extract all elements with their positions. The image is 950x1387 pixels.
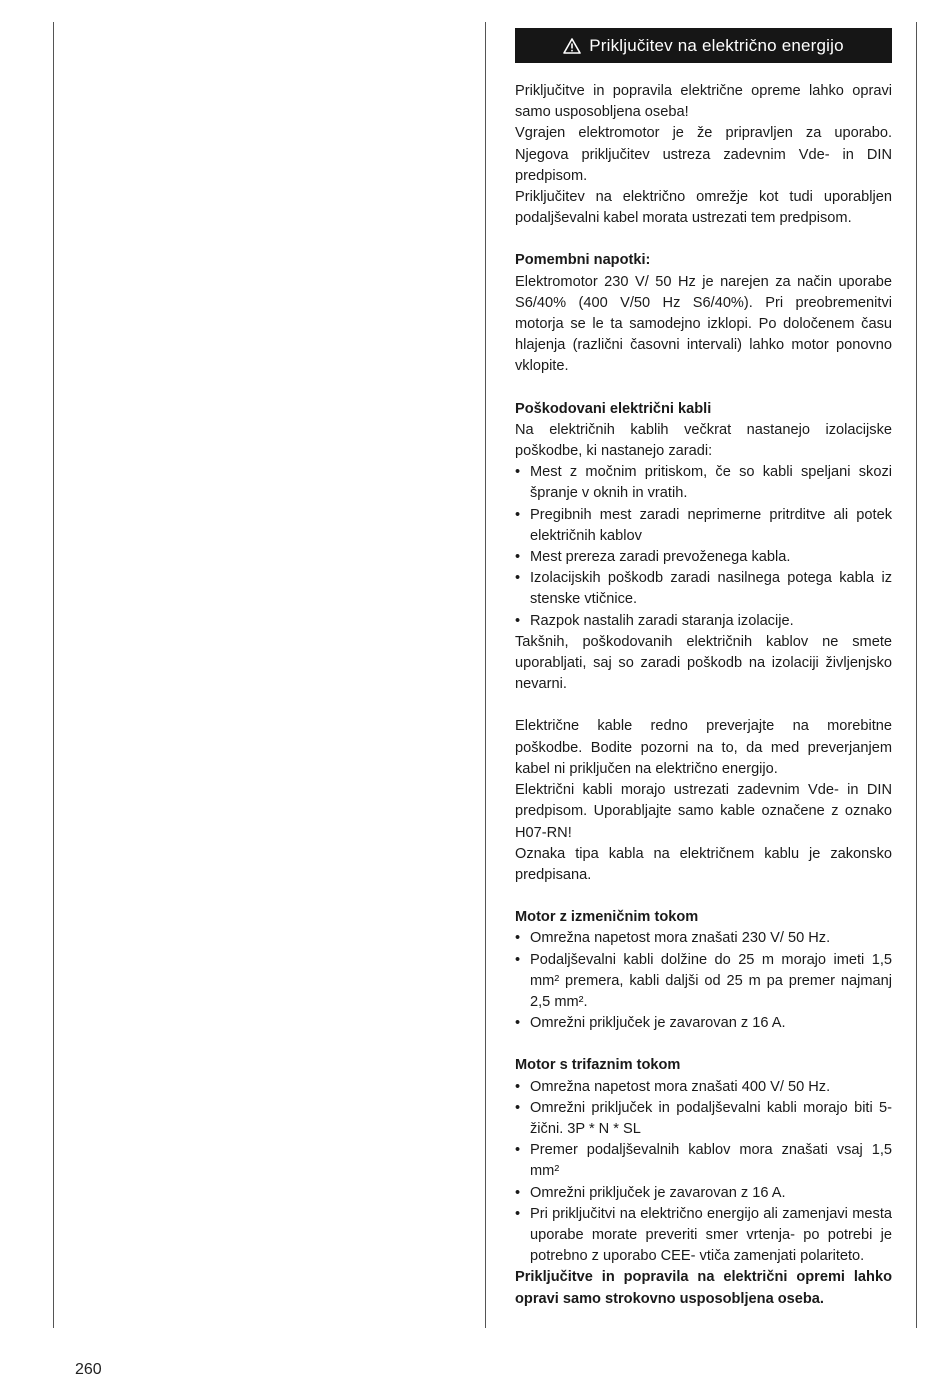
list-item: • Omrežni priključek je zavarovan z 16 A. <box>515 1013 892 1034</box>
list-item: • Omrežni priključek je zavarovan z 16 A. <box>515 1183 892 1204</box>
three-phase-motor-block <box>515 1055 892 1309</box>
damaged-cables-warning: Takšnih, poškodovanih električnih kablov ne smete uporabljati, saj so zaradi poškodb na izolaciji življenjsko nevarni. <box>515 633 892 693</box>
list-item: • Pregibnih mest zaradi neprimerne pritrditve ali potek električnih kablov <box>515 505 892 547</box>
cable-check-block <box>515 716 892 886</box>
damaged-cables-intro: Na električnih kablih večkrat nastanejo izolacijske poškodbe, ki nastanejo zaradi: <box>515 421 892 460</box>
section-header-bar <box>515 28 892 63</box>
list-item: • Omrežna napetost mora znašati 400 V/ 50 Hz. <box>515 1077 892 1098</box>
three-phase-list <box>515 1077 892 1268</box>
left-margin-rule <box>53 22 54 1328</box>
ac-motor-heading: Motor z izmeničnim tokom <box>515 909 699 926</box>
final-safety-note: Priključitve in popravila na električni opremi lahko opravi samo strokovno usposobljena oseba. <box>515 1269 892 1307</box>
right-margin-rule <box>916 22 917 1328</box>
list-item: • Mest prereza zaradi prevoženega kabla. <box>515 547 892 568</box>
three-phase-heading: Motor s trifaznim tokom <box>515 1057 681 1074</box>
check-paragraph: Električne kable redno preverjajte na morebitne poškodbe. Bodite pozorni na to, da med preverjanjem kabel ni priključen na električno energijo. <box>515 718 892 777</box>
important-notes-text: Elektromotor 230 V/ 50 Hz je narejen za način uporabe S6/40% (400 V/50 Hz S6/40%). Pri preobremenitvi motorja se le ta samodejno izklopi. Po določenem času hlajenja (različni časovni intervali) lahko motor ponovno vklopite. <box>515 273 892 375</box>
page-number: 260 <box>75 1361 102 1378</box>
list-item: • Izolacijskih poškodb zaradi nasilnega potega kabla iz stenske vtičnice. <box>515 568 892 610</box>
center-column-rule <box>485 22 486 1328</box>
list-item: • Pri priključitvi na električno energijo ali zamenjavi mesta uporabe morate preveriti smer vrtenja- po potrebi je potrebno z uporabo CEE- vtiča zamenjati polariteto. <box>515 1204 892 1268</box>
ac-motor-list <box>515 928 892 1034</box>
list-item: • Razpok nastalih zaradi staranja izolacije. <box>515 611 892 632</box>
list-item: • Mest z močnim pritiskom, če so kabli speljani skozi špranje v oknih in vratih. <box>515 462 892 504</box>
list-item: • Omrežna napetost mora znašati 230 V/ 50 Hz. <box>515 928 892 949</box>
list-item: • Podaljševalni kabli dolžine do 25 m morajo imeti 1,5 mm² premera, kabli daljši od 25 m pa premer najmanj 2,5 mm². <box>515 950 892 1014</box>
list-item: • Premer podaljševalnih kablov mora znašati vsaj 1,5 mm² <box>515 1140 892 1182</box>
damaged-cables-heading: Poškodovani električni kabli <box>515 400 712 417</box>
damaged-cables-block <box>515 399 892 696</box>
intro-block <box>515 81 892 229</box>
intro-paragraph: Vgrajen elektromotor je že pripravljen za uporabo. Njegova priključitev ustreza zadevnim Vde- in DIN predpisom. <box>515 125 892 184</box>
ac-motor-block <box>515 907 892 1034</box>
right-text-column <box>515 28 892 1331</box>
damaged-causes-list <box>515 462 892 632</box>
important-notes-heading: Pomembni napotki: <box>515 252 651 269</box>
section-title: Priključitev na električno energijo <box>589 35 844 55</box>
intro-paragraph: Priključitev na električno omrežje kot tudi uporabljen podaljševalni kabel morata ustrezati tem predpisom. <box>515 189 892 227</box>
warning-triangle-icon <box>563 38 581 54</box>
check-paragraph: Električni kabli morajo ustrezati zadevnim Vde- in DIN predpisom. Uporabljajte samo kable označene z oznako H07-RN! <box>515 782 892 841</box>
list-item: • Omrežni priključek in podaljševalni kabli morajo biti 5-žični. 3P * N * SL <box>515 1098 892 1140</box>
intro-paragraph: Priključitve in popravila električne opreme lahko opravi samo usposobljena oseba! <box>515 83 892 121</box>
check-paragraph: Oznaka tipa kabla na električnem kablu je zakonsko predpisana. <box>515 845 892 883</box>
important-notes-block <box>515 250 892 377</box>
